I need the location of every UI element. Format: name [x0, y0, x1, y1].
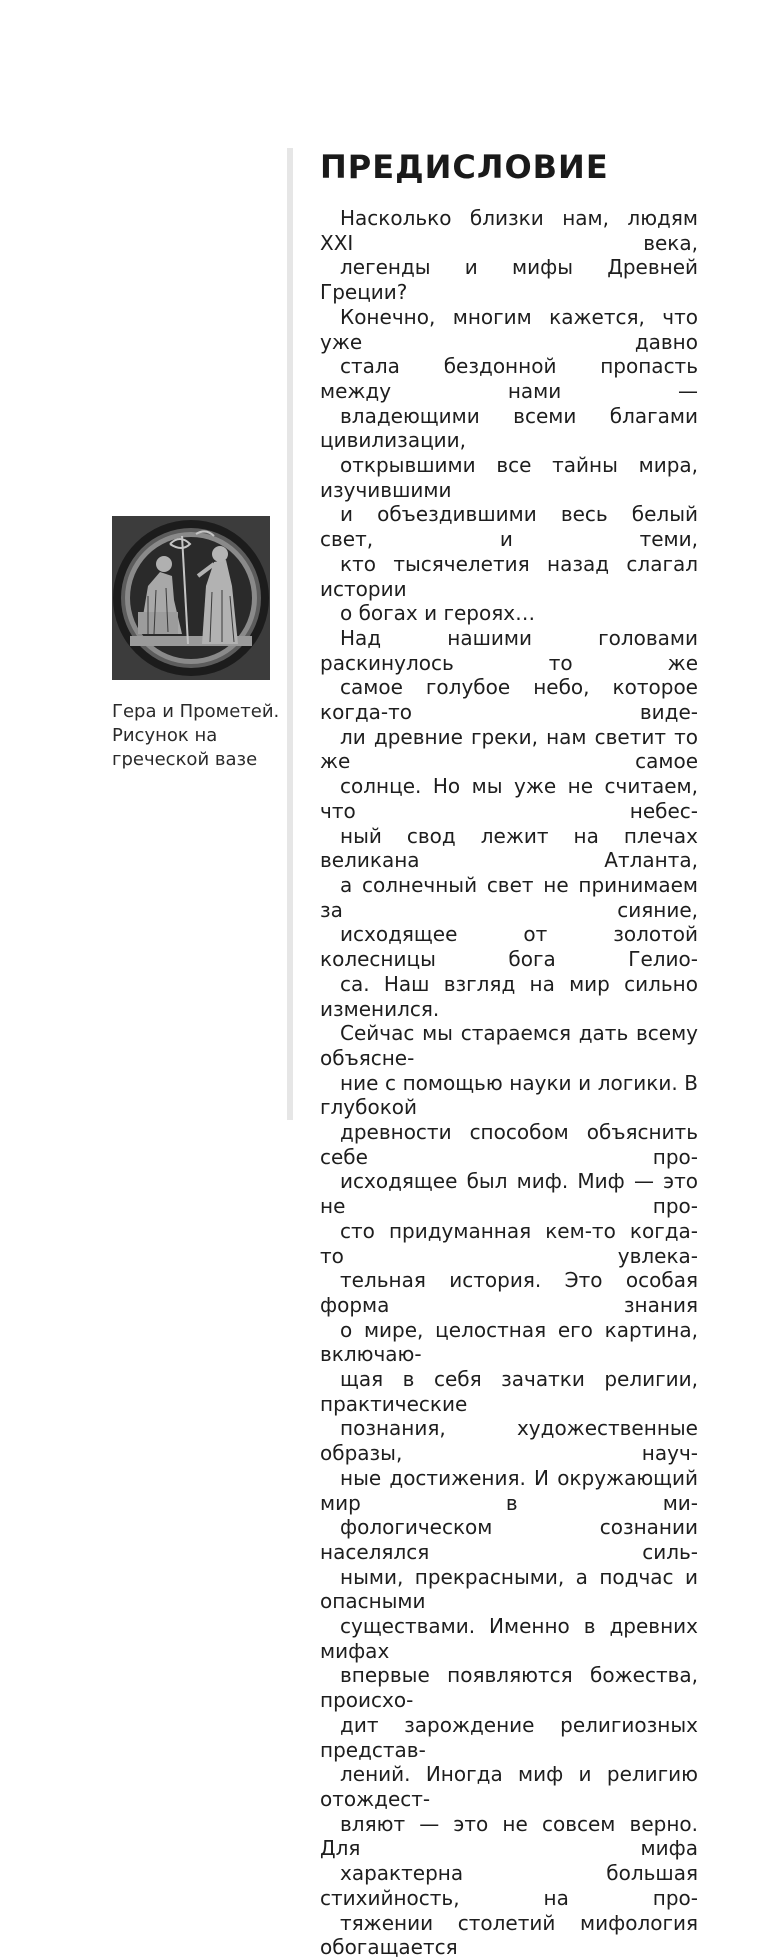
text-line: о богах и героях… [340, 601, 536, 626]
page-title: ПРЕДИСЛОВИЕ [320, 148, 609, 186]
text-line: ный свод лежит на плечах великана Атланта, [320, 823, 698, 873]
text-line: дит зарождение религиозных представ- [320, 1712, 698, 1762]
text-line: вляют — это не совсем верно. Для мифа [320, 1811, 698, 1861]
caption-line: греческой вазе [112, 749, 258, 770]
text-line: легенды и мифы Древней Греции? [320, 255, 698, 305]
text-line: щая в себя зачатки религии, практические [320, 1367, 698, 1416]
text-line: сто придуманная кем-то когда-то увлека- [320, 1218, 698, 1268]
text-line: а солнечный свет не принимаем за сияние, [320, 872, 698, 922]
text-line: исходящее был миф. Миф — это не про- [320, 1169, 698, 1219]
text-line: открывшими все тайны мира, изучившими [320, 453, 698, 502]
text-line: ли древние греки, нам светит то же самое [320, 724, 698, 774]
text-line: исходящее от золотой колесницы бога Гелио- [320, 922, 698, 972]
text-line: са. Наш взгляд на мир сильно изменился. [320, 971, 698, 1021]
text-line: солнце. Но мы уже не считаем, что небес- [320, 774, 698, 823]
body-text [320, 206, 698, 1960]
paragraph [320, 305, 698, 626]
text-line: кто тысячелетия назад слагал истории [320, 551, 698, 601]
text-line: характерна большая стихийность, на про- [320, 1861, 698, 1910]
margin-rule [287, 148, 293, 1120]
paragraph [320, 626, 698, 1021]
caption-line: Рисунок на [112, 725, 218, 746]
text-line: впервые появляются божества, происхо- [320, 1663, 698, 1713]
text-line: познания, художественные образы, науч- [320, 1416, 698, 1466]
paragraph [320, 1021, 698, 1960]
text-line: и объездившими весь белый свет, и теми, [320, 502, 698, 552]
text-line: ными, прекрасными, а подчас и опасными [320, 1564, 698, 1614]
text-line: о мире, целостная его картина, включаю- [320, 1317, 698, 1367]
text-line: тельная история. Это особая форма знания [320, 1268, 698, 1317]
caption-line: Гера и Прометей. [112, 701, 280, 722]
text-line: фологическом сознании населялся силь- [320, 1515, 698, 1564]
text-line: владеющими всеми благами цивилизации, [320, 403, 698, 453]
figure-caption [112, 700, 282, 772]
text-line: Над нашими головами раскинулось то же [320, 625, 698, 675]
text-line: существами. Именно в древних мифах [320, 1614, 698, 1663]
text-line: ные достижения. И окружающий мир в ми- [320, 1465, 698, 1515]
vase-painting-image [112, 516, 270, 680]
text-line: стала бездонной пропасть между нами — [320, 354, 698, 403]
text-line: лений. Иногда миф и религию отождест- [320, 1762, 698, 1811]
paragraph [320, 206, 698, 305]
text-line: самое голубое небо, которое когда-то виде- [320, 675, 698, 725]
text-line: Насколько близки нам, людям XXI века, [320, 206, 698, 255]
text-line: тяжении столетий мифология обогащается [320, 1910, 698, 1960]
text-line: древности способом объяснить себе про- [320, 1120, 698, 1169]
text-line: Сейчас мы стараемся дать всему объясне- [320, 1021, 698, 1070]
text-line: Конечно, многим кажется, что уже давно [320, 304, 698, 354]
text-line: ние с помощью науки и логики. В глубокой [320, 1070, 698, 1120]
